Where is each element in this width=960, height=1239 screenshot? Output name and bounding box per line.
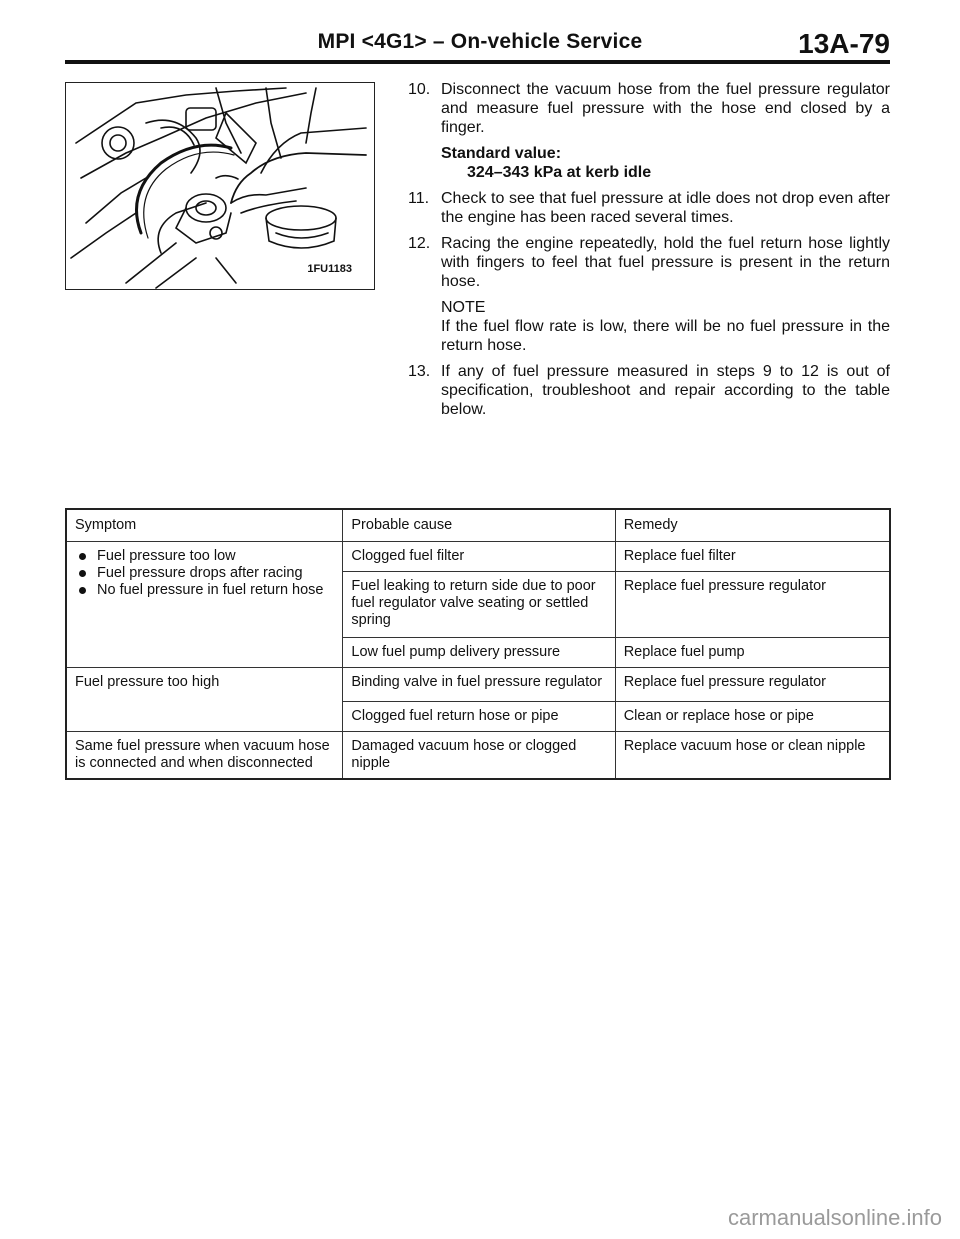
cause-cell: Clogged fuel filter xyxy=(343,542,615,572)
standard-value: 324–343 kPa at kerb idle xyxy=(467,164,652,181)
step-text: Check to see that fuel pressure at idle does not drop even after the engine has been raced several times. xyxy=(441,190,890,226)
symptom-cell: Same fuel pressure when vacuum hose is connected and when disconnected xyxy=(66,732,343,780)
remedy-cell: Replace fuel pressure regulator xyxy=(615,572,890,638)
column-header-symptom: Symptom xyxy=(66,509,343,542)
step-number: 11. xyxy=(408,190,430,207)
step-12 xyxy=(408,234,890,291)
column-header-probable-cause: Probable cause xyxy=(343,509,615,542)
column-header-remedy: Remedy xyxy=(615,509,890,542)
symptom-cell xyxy=(66,542,343,668)
note-label: NOTE xyxy=(441,299,486,316)
header-rule xyxy=(65,60,890,64)
step-text: Disconnect the vacuum hose from the fuel pressure regulator and measure fuel pressure with the hose end closed by a finger. xyxy=(441,81,890,136)
figure-box xyxy=(65,82,375,290)
page-title: MPI <4G1> – On-vehicle Service xyxy=(317,30,643,53)
remedy-cell: Clean or replace hose or pipe xyxy=(615,702,890,732)
procedure-steps xyxy=(408,80,890,426)
table-row xyxy=(66,542,890,572)
figure-code: 1FU1183 xyxy=(307,263,352,275)
remedy-cell: Replace fuel pressure regulator xyxy=(615,668,890,702)
cause-cell: Clogged fuel return hose or pipe xyxy=(343,702,615,732)
table-row xyxy=(66,668,890,702)
engine-fuel-pressure-regulator-illustration-icon xyxy=(66,83,374,289)
cause-cell: Binding valve in fuel pressure regulator xyxy=(343,668,615,702)
step-number: 10. xyxy=(408,81,431,98)
note-text: If the fuel flow rate is low, there will be no fuel pressure in the return hose. xyxy=(441,318,890,354)
table-row xyxy=(66,732,890,780)
table-header-row xyxy=(66,509,890,542)
standard-value-label: Standard value: xyxy=(441,145,562,162)
watermark: carmanualsonline.info xyxy=(727,1205,942,1230)
step-number: 12. xyxy=(408,235,431,252)
symptom-bullet: No fuel pressure in fuel return hose xyxy=(75,582,334,599)
troubleshooting-table xyxy=(65,508,891,780)
step-text: If any of fuel pressure measured in steps 9 to 12 is out of specification, troubleshoot and repair according to the table below. xyxy=(441,363,890,418)
remedy-cell: Replace fuel pump xyxy=(615,638,890,668)
cause-cell: Low fuel pump delivery pressure xyxy=(343,638,615,668)
step-number: 13. xyxy=(408,363,431,380)
cause-cell: Damaged vacuum hose or clogged nipple xyxy=(343,732,615,780)
symptom-cell: Fuel pressure too high xyxy=(66,668,343,732)
step-10 xyxy=(408,80,890,137)
remedy-cell: Replace vacuum hose or clean nipple xyxy=(615,732,890,780)
step-text: Racing the engine repeatedly, hold the fuel return hose lightly with fingers to feel that fuel pressure is present in the return hose. xyxy=(441,235,890,290)
step-11 xyxy=(408,189,890,227)
page-number: 13A-79 xyxy=(798,28,890,59)
remedy-cell: Replace fuel filter xyxy=(615,542,890,572)
cause-cell: Fuel leaking to return side due to poor fuel regulator valve seating or settled spring xyxy=(343,572,615,638)
symptom-bullet: Fuel pressure too low xyxy=(75,548,334,565)
symptom-bullet: Fuel pressure drops after racing xyxy=(75,565,334,582)
step-13 xyxy=(408,362,890,419)
